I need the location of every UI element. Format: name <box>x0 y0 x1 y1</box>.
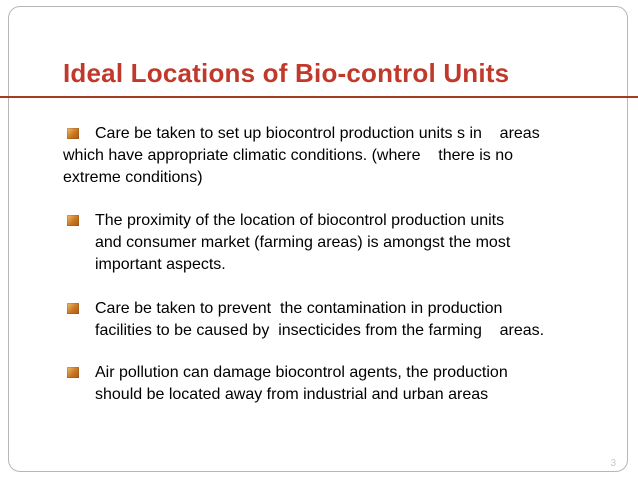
bullet-square-icon <box>67 303 79 314</box>
bullet-1-line-3: extreme conditions) <box>63 169 203 186</box>
slide-page-number: 3 <box>610 458 616 469</box>
bullet-2-line-1: The proximity of the location of biocontrol production units <box>95 212 505 229</box>
slide-title: Ideal Locations of Bio-control Units <box>63 58 510 88</box>
title-rule <box>0 96 638 98</box>
bullet-2-line-3: important aspects. <box>95 256 226 273</box>
bullet-1-line-1: Care be taken to set up biocontrol production units s in areas <box>95 125 540 142</box>
bullet-4-line-2: should be located away from industrial and urban areas <box>95 386 489 403</box>
bullet-3-line-1: Care be taken to prevent the contamination in production <box>95 300 503 317</box>
bullet-1-line-2: which have appropriate climatic conditions. (where there is no <box>63 147 513 164</box>
bullet-2-line-2: and consumer market (farming areas) is amongst the most <box>95 234 511 251</box>
bullet-square-icon <box>67 215 79 226</box>
bullet-4-line-1: Air pollution can damage biocontrol agents, the production <box>95 364 508 381</box>
bullet-3-line-2: facilities to be caused by insecticides from the farming areas. <box>95 322 545 339</box>
bullet-square-icon <box>67 128 79 139</box>
bullet-square-icon <box>67 367 79 378</box>
